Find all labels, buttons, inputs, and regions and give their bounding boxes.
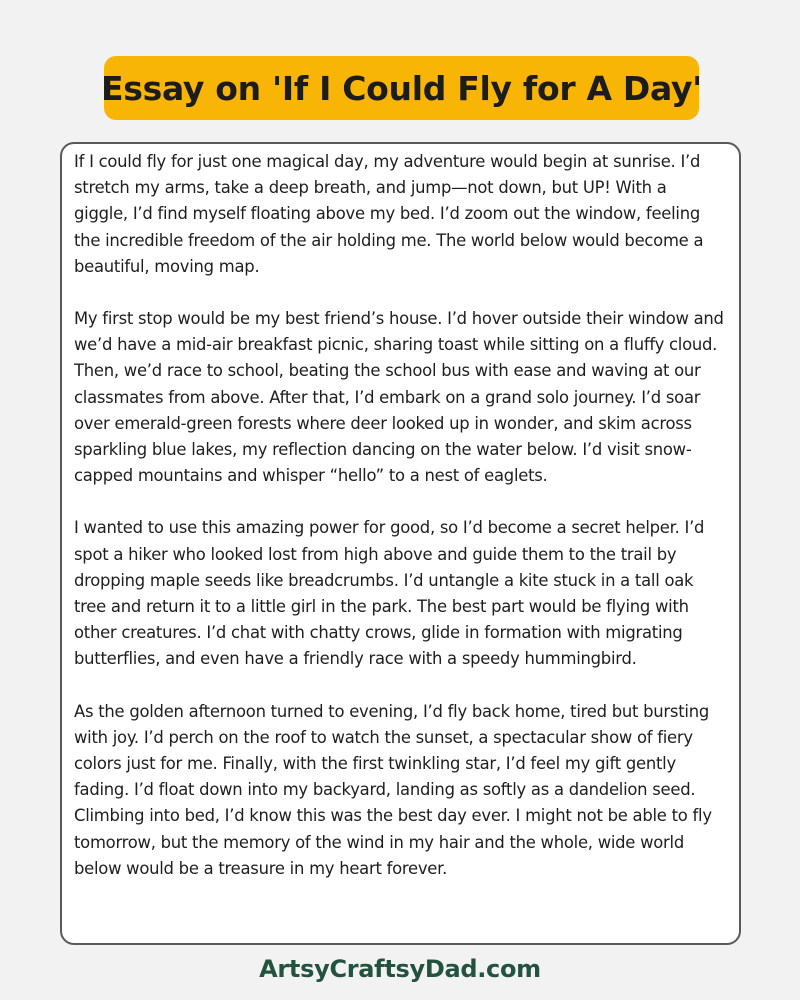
footer-website: ArtsyCraftsyDad.com xyxy=(259,955,541,983)
title-banner xyxy=(101,56,702,120)
essay-box xyxy=(60,142,741,945)
essay-paragraph-3: I wanted to use this amazing power for good, so I’d become a secret helper. I’d spot a hiker who looked lost from high above and guide them to the trail by dropping maple seeds like breadcrumbs. I’d untangle a kite stuck in a tall oak tree and return it to a little girl in the park. The best part would be flying with other creatures. I’d chat with chatty crows, glide in formation with migrating butterflies, and even have a friendly race with a speedy hummingbird. xyxy=(74,518,705,669)
essay-paragraph-4: As the golden afternoon turned to evening, I’d fly back home, tired but bursting with joy. I’d perch on the roof to watch the sunset, a spectacular show of fiery colors just for me. Finally, with the first twinkling star, I’d feel my gift gently fading. I’d float down into my backyard, landing as softly as a dandelion seed. Climbing into bed, I’d know this was the best day ever. I might not be able to fly tomorrow, but the memory of the wind in my hair and the whole, wide world below would be a treasure in my heart forever. xyxy=(74,701,712,878)
essay-paragraph-1: If I could fly for just one magical day, my adventure would begin at sunrise. I’d stretch my arms, take a deep breath, and jump—not down, but UP! With a giggle, I’d find myself floating above my bed. I’d zoom out the window, feeling the incredible freedom of the air holding me. The world below would become a beautiful, moving map. xyxy=(74,152,704,276)
page-title: Essay on 'If I Could Fly for A Day' xyxy=(101,68,702,108)
essay-paragraph-2: My first stop would be my best friend’s house. I’d hover outside their window and we’d have a mid-air breakfast picnic, sharing toast while sitting on a fluffy cloud. Then, we’d race to school, beating the school bus with ease and waving at our classmates from above. After that, I’d embark on a grand solo journey. I’d soar over emerald-green forests where deer looked up in wonder, and skim across sparkling blue lakes, my reflection dancing on the water below. I’d visit snow-capped mountains and whisper “hello” to a nest of eaglets. xyxy=(74,309,724,486)
